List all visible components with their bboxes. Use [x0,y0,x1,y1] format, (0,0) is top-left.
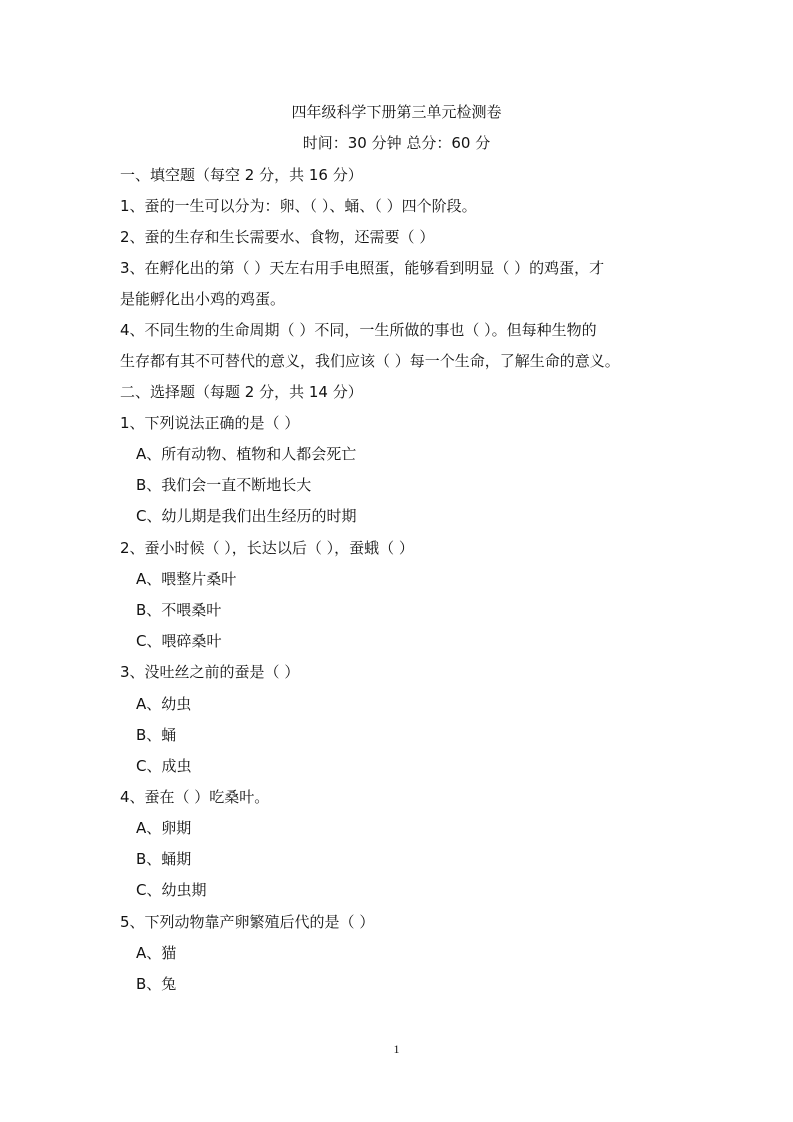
question-option: A、猫 [136,944,177,962]
question-option: C、幼虫期 [136,881,207,899]
question-option: B、我们会一直不断地长大 [136,476,312,494]
question-option: A、卵期 [136,819,192,837]
question-option: C、喂碎桑叶 [136,632,222,650]
fill-blank-line: 4、不同生物的生命周期（ ）不同，一生所做的事也（ ）。但每种生物的 [120,321,597,339]
section2-heading: 二、选择题（每题 2 分，共 14 分） [120,383,363,401]
question-option: C、幼儿期是我们出生经历的时期 [136,507,357,525]
fill-blank-line: 生存都有其不可替代的意义，我们应该（ ）每一个生命，了解生命的意义。 [120,352,620,370]
section1-heading: 一、填空题（每空 2 分，共 16 分） [120,166,363,184]
question-stem: 3、没吐丝之前的蚕是（ ） [120,663,300,681]
question-stem: 1、下列说法正确的是（ ） [120,414,300,432]
question-stem: 5、下列动物靠产卵繁殖后代的是（ ） [120,913,375,931]
fill-blank-line: 3、在孵化出的第（ ）天左右用手电照蛋，能够看到明显（ ）的鸡蛋，才 [120,259,605,277]
doc-title: 四年级科学下册第三单元检测卷 [291,103,502,121]
doc-subtitle: 时间：30 分钟 总分：60 分 [302,134,491,152]
question-option: B、蛹 [136,726,177,744]
fill-blank-line: 1、蚕的一生可以分为：卵、（ ）、蛹、（ ）四个阶段。 [120,197,477,215]
question-stem: 2、蚕小时候（ ），长达以后（ ），蚕蛾（ ） [120,539,414,557]
question-option: B、蛹期 [136,850,192,868]
question-option: A、幼虫 [136,695,192,713]
question-option: A、喂整片桑叶 [136,570,237,588]
fill-blank-line: 2、蚕的生存和生长需要水、食物，还需要（ ） [120,228,435,246]
fill-blank-line: 是能孵化出小鸡的鸡蛋。 [120,290,286,308]
question-stem: 4、蚕在（ ）吃桑叶。 [120,788,270,806]
question-option: C、成虫 [136,757,192,775]
question-option: B、兔 [136,975,177,993]
question-option: B、不喂桑叶 [136,601,222,619]
page-number: 1 [393,1042,400,1056]
question-option: A、所有动物、植物和人都会死亡 [136,445,357,463]
